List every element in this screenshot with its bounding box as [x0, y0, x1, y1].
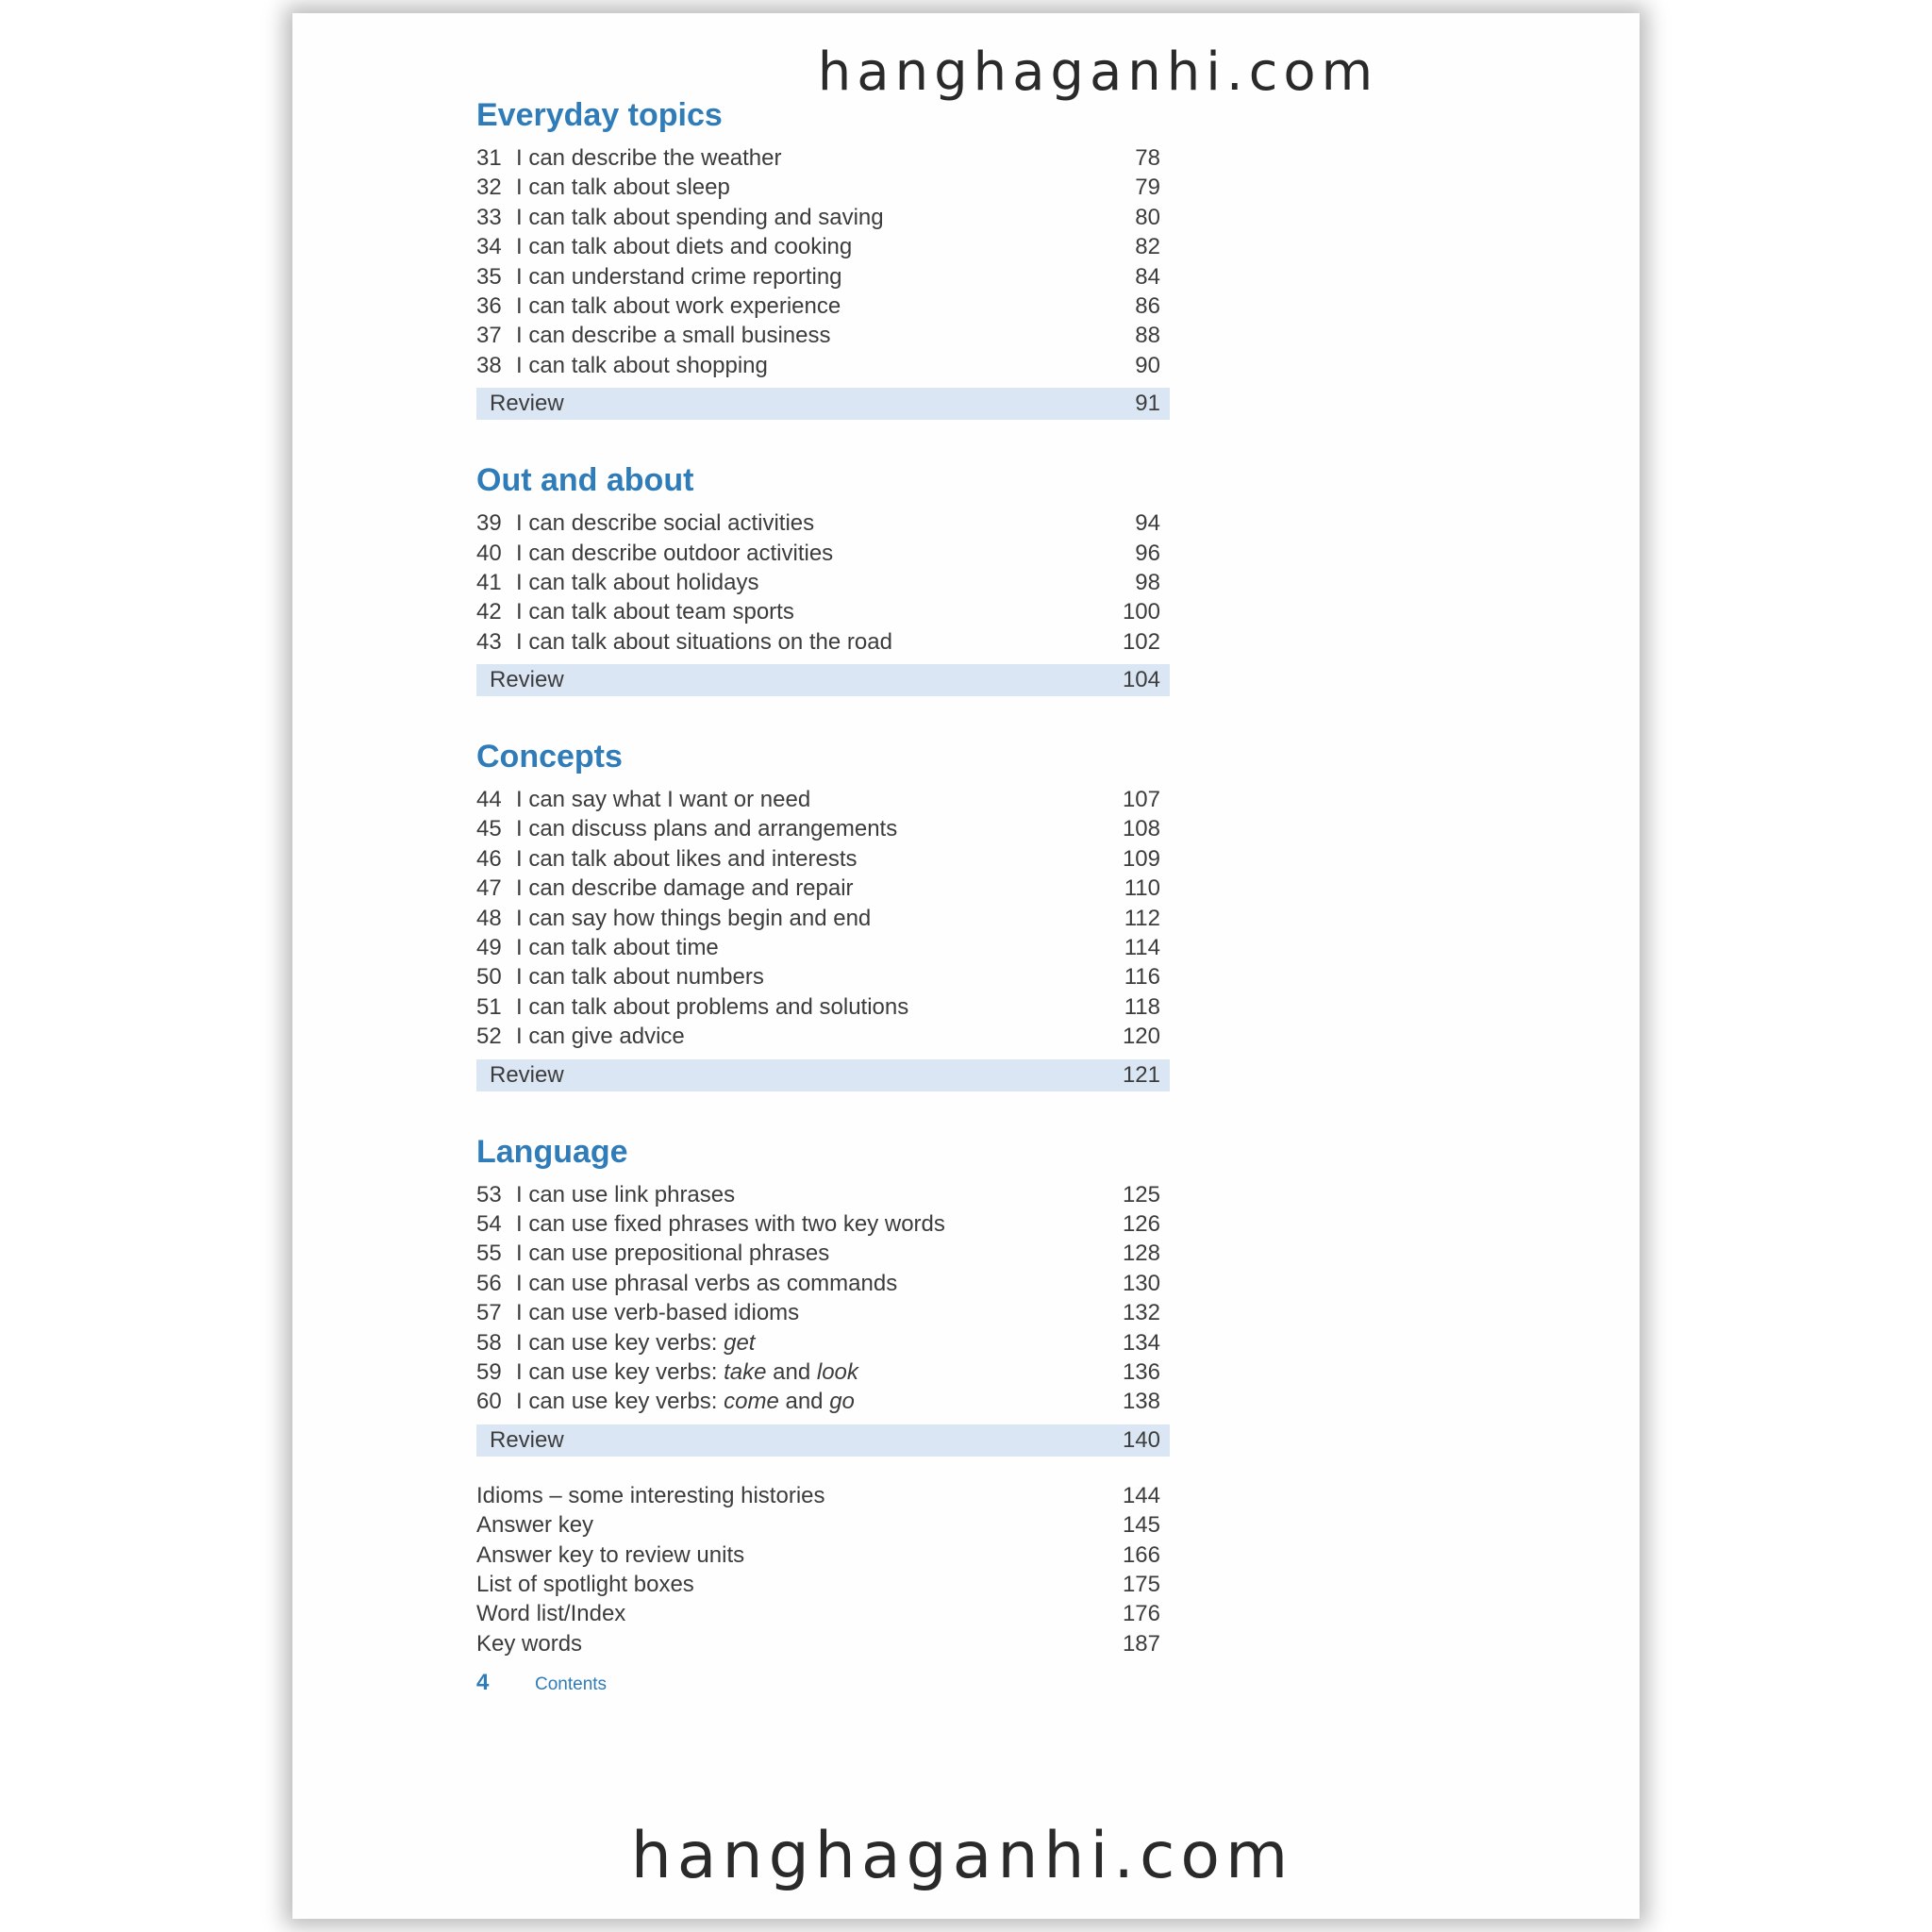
section-gap: [476, 696, 1170, 732]
extra-label: Answer key to review units: [476, 1541, 745, 1568]
entry-italic: get: [724, 1329, 756, 1356]
entry-page: 102: [1122, 628, 1160, 655]
toc-entry: [476, 173, 1170, 202]
entry-label: I can describe damage and repair: [516, 875, 854, 902]
toc-entry: [476, 143, 1170, 173]
entry-number: 45: [476, 816, 502, 842]
extra-label: Key words: [476, 1630, 583, 1657]
entry-page: 78: [1135, 145, 1160, 171]
toc-entry: [476, 1328, 1170, 1357]
entry-page: 138: [1122, 1389, 1160, 1415]
entry-number: 36: [476, 292, 502, 319]
entry-page: 79: [1135, 175, 1160, 201]
entry-page: 114: [1124, 935, 1160, 961]
entry-label: I can use prepositional phrases: [516, 1241, 830, 1267]
toc-entry: [476, 1298, 1170, 1327]
entry-label: I can use link phrases: [516, 1181, 736, 1208]
entry-page: 100: [1122, 599, 1160, 625]
entry-number: 31: [476, 145, 502, 171]
toc-entry: [476, 291, 1170, 321]
review-row: [476, 664, 1170, 696]
toc-entry: [476, 1022, 1170, 1051]
entry-label: I can talk about likes and interests: [516, 845, 858, 872]
entry-number: 38: [476, 352, 502, 378]
entry-page: 128: [1122, 1241, 1160, 1267]
review-page: 91: [1135, 391, 1160, 417]
review-label: Review: [490, 391, 564, 417]
section-title: Language: [476, 1133, 628, 1170]
extras-list: [476, 1481, 1170, 1658]
review-page: 140: [1122, 1426, 1160, 1453]
entry-number: 52: [476, 1024, 502, 1050]
entry-label: I can use key verbs: get: [516, 1329, 756, 1356]
entry-number: 50: [476, 964, 502, 991]
review-label: Review: [490, 667, 564, 693]
entry-label: I can talk about numbers: [516, 964, 764, 991]
entry-label: I can say what I want or need: [516, 787, 811, 813]
entry-label: I can use phrasal verbs as commands: [516, 1270, 898, 1296]
entry-label: I can talk about shopping: [516, 352, 768, 378]
entry-page: 84: [1135, 263, 1160, 290]
extra-entry: [476, 1629, 1170, 1658]
section-title: Out and about: [476, 462, 694, 499]
entry-label: I can describe outdoor activities: [516, 540, 834, 566]
entry-italic: go: [829, 1389, 855, 1415]
entry-page: 109: [1122, 845, 1160, 872]
entry-page: 112: [1124, 905, 1160, 931]
toc-entry: [476, 1239, 1170, 1268]
extra-label: Idioms – some interesting histories: [476, 1482, 825, 1508]
toc-entry: [476, 933, 1170, 962]
entry-label: I can talk about sleep: [516, 175, 730, 201]
entry-label: I can discuss plans and arrangements: [516, 816, 898, 842]
entry-italic: look: [816, 1358, 858, 1385]
entry-page: 82: [1135, 234, 1160, 260]
review-page: 104: [1122, 667, 1160, 693]
entry-number: 40: [476, 540, 502, 566]
entry-italic: come: [724, 1389, 779, 1415]
review-row: [476, 1059, 1170, 1091]
entry-number: 56: [476, 1270, 502, 1296]
entry-label: I can understand crime reporting: [516, 263, 842, 290]
toc-entry: [476, 992, 1170, 1022]
entry-label: I can talk about spending and saving: [516, 204, 884, 230]
entry-label: I can say how things begin and end: [516, 905, 872, 931]
entry-number: 47: [476, 875, 502, 902]
entry-page: 125: [1122, 1181, 1160, 1208]
toc-entry: [476, 904, 1170, 933]
section-title: Concepts: [476, 739, 623, 775]
entry-label: I can talk about team sports: [516, 599, 794, 625]
toc-entry: [476, 785, 1170, 814]
entry-label: I can talk about situations on the road: [516, 628, 892, 655]
extra-label: Answer key: [476, 1512, 594, 1539]
entry-number: 58: [476, 1329, 502, 1356]
table-of-contents: [476, 91, 1170, 1658]
entry-number: 32: [476, 175, 502, 201]
entry-number: 39: [476, 510, 502, 537]
toc-entry: [476, 232, 1170, 261]
entry-page: 126: [1122, 1210, 1160, 1237]
watermark-bottom: hanghaganhi.com: [630, 1819, 1294, 1893]
entry-page: 130: [1122, 1270, 1160, 1296]
entry-number: 49: [476, 935, 502, 961]
entry-label: I can talk about problems and solutions: [516, 993, 909, 1020]
entry-label: I can use key verbs: take and look: [516, 1358, 858, 1385]
entry-page: 107: [1122, 787, 1160, 813]
entry-number: 35: [476, 263, 502, 290]
extra-page: 145: [1122, 1512, 1160, 1539]
toc-entry: [476, 203, 1170, 232]
entry-number: 42: [476, 599, 502, 625]
entry-page: 90: [1135, 352, 1160, 378]
entry-label: I can describe a small business: [516, 323, 831, 349]
footer-page-number: 4: [476, 1670, 490, 1695]
footer-label: Contents: [535, 1674, 608, 1694]
review-row: [476, 388, 1170, 420]
entry-page: 120: [1122, 1024, 1160, 1050]
toc-entry: [476, 597, 1170, 626]
entry-number: 54: [476, 1210, 502, 1237]
extra-entry: [476, 1510, 1170, 1540]
extra-page: 175: [1122, 1571, 1160, 1597]
entry-number: 57: [476, 1300, 502, 1326]
entry-number: 33: [476, 204, 502, 230]
toc-entry: [476, 508, 1170, 538]
entry-number: 48: [476, 905, 502, 931]
entry-page: 134: [1122, 1329, 1160, 1356]
entry-label: I can talk about holidays: [516, 569, 759, 595]
watermark-top: hanghaganhi.com: [817, 42, 1379, 103]
extra-entry: [476, 1599, 1170, 1628]
entry-page: 136: [1122, 1358, 1160, 1385]
entry-label: I can use key verbs: come and go: [516, 1389, 855, 1415]
entry-page: 80: [1135, 204, 1160, 230]
entry-page: 98: [1135, 569, 1160, 595]
toc-entry: [476, 962, 1170, 991]
toc-entry: [476, 539, 1170, 568]
extra-page: 144: [1122, 1482, 1160, 1508]
toc-entry: [476, 1387, 1170, 1416]
entry-italic: take: [724, 1358, 767, 1385]
entry-number: 53: [476, 1181, 502, 1208]
entry-label: I can describe social activities: [516, 510, 815, 537]
toc-entry: [476, 844, 1170, 874]
toc-entry: [476, 1209, 1170, 1239]
extra-entry: [476, 1570, 1170, 1599]
entry-label: I can give advice: [516, 1024, 685, 1050]
entry-page: 118: [1124, 993, 1160, 1020]
toc-entry: [476, 814, 1170, 843]
review-label: Review: [490, 1061, 564, 1088]
extra-entry: [476, 1541, 1170, 1570]
entry-page: 110: [1124, 875, 1160, 902]
entry-page: 116: [1124, 964, 1160, 991]
entry-number: 37: [476, 323, 502, 349]
extra-label: Word list/Index: [476, 1601, 626, 1627]
toc-entry: [476, 627, 1170, 657]
toc-entry: [476, 874, 1170, 903]
entry-page: 96: [1135, 540, 1160, 566]
section-title: Everyday topics: [476, 97, 723, 133]
entry-label: I can describe the weather: [516, 145, 782, 171]
entry-page: 132: [1122, 1300, 1160, 1326]
toc-entry: [476, 1357, 1170, 1387]
review-label: Review: [490, 1426, 564, 1453]
toc-entry: [476, 1269, 1170, 1298]
entry-number: 44: [476, 787, 502, 813]
entry-number: 46: [476, 845, 502, 872]
entry-number: 34: [476, 234, 502, 260]
entry-page: 88: [1135, 323, 1160, 349]
page-footer: [476, 1670, 607, 1696]
entry-label: I can use fixed phrases with two key words: [516, 1210, 945, 1237]
entry-label: I can talk about time: [516, 935, 719, 961]
entry-page: 108: [1122, 816, 1160, 842]
entry-label: I can talk about diets and cooking: [516, 234, 853, 260]
extra-page: 166: [1122, 1541, 1160, 1568]
entry-number: 55: [476, 1241, 502, 1267]
entry-number: 43: [476, 628, 502, 655]
entry-page: 86: [1135, 292, 1160, 319]
review-page: 121: [1122, 1061, 1160, 1088]
toc-entry: [476, 1180, 1170, 1209]
toc-entry: [476, 262, 1170, 291]
section-gap: [476, 420, 1170, 456]
review-row: [476, 1424, 1170, 1457]
extra-label: List of spotlight boxes: [476, 1571, 694, 1597]
extra-page: 187: [1122, 1630, 1160, 1657]
entry-number: 51: [476, 993, 502, 1020]
entry-number: 59: [476, 1358, 502, 1385]
entry-number: 60: [476, 1389, 502, 1415]
entry-page: 94: [1135, 510, 1160, 537]
extra-entry: [476, 1481, 1170, 1510]
toc-entry: [476, 351, 1170, 380]
entry-label: I can talk about work experience: [516, 292, 841, 319]
section-gap: [476, 1091, 1170, 1127]
extra-page: 176: [1122, 1601, 1160, 1627]
toc-entry: [476, 321, 1170, 350]
toc-entry: [476, 568, 1170, 597]
entry-number: 41: [476, 569, 502, 595]
entry-label: I can use verb-based idioms: [516, 1300, 800, 1326]
